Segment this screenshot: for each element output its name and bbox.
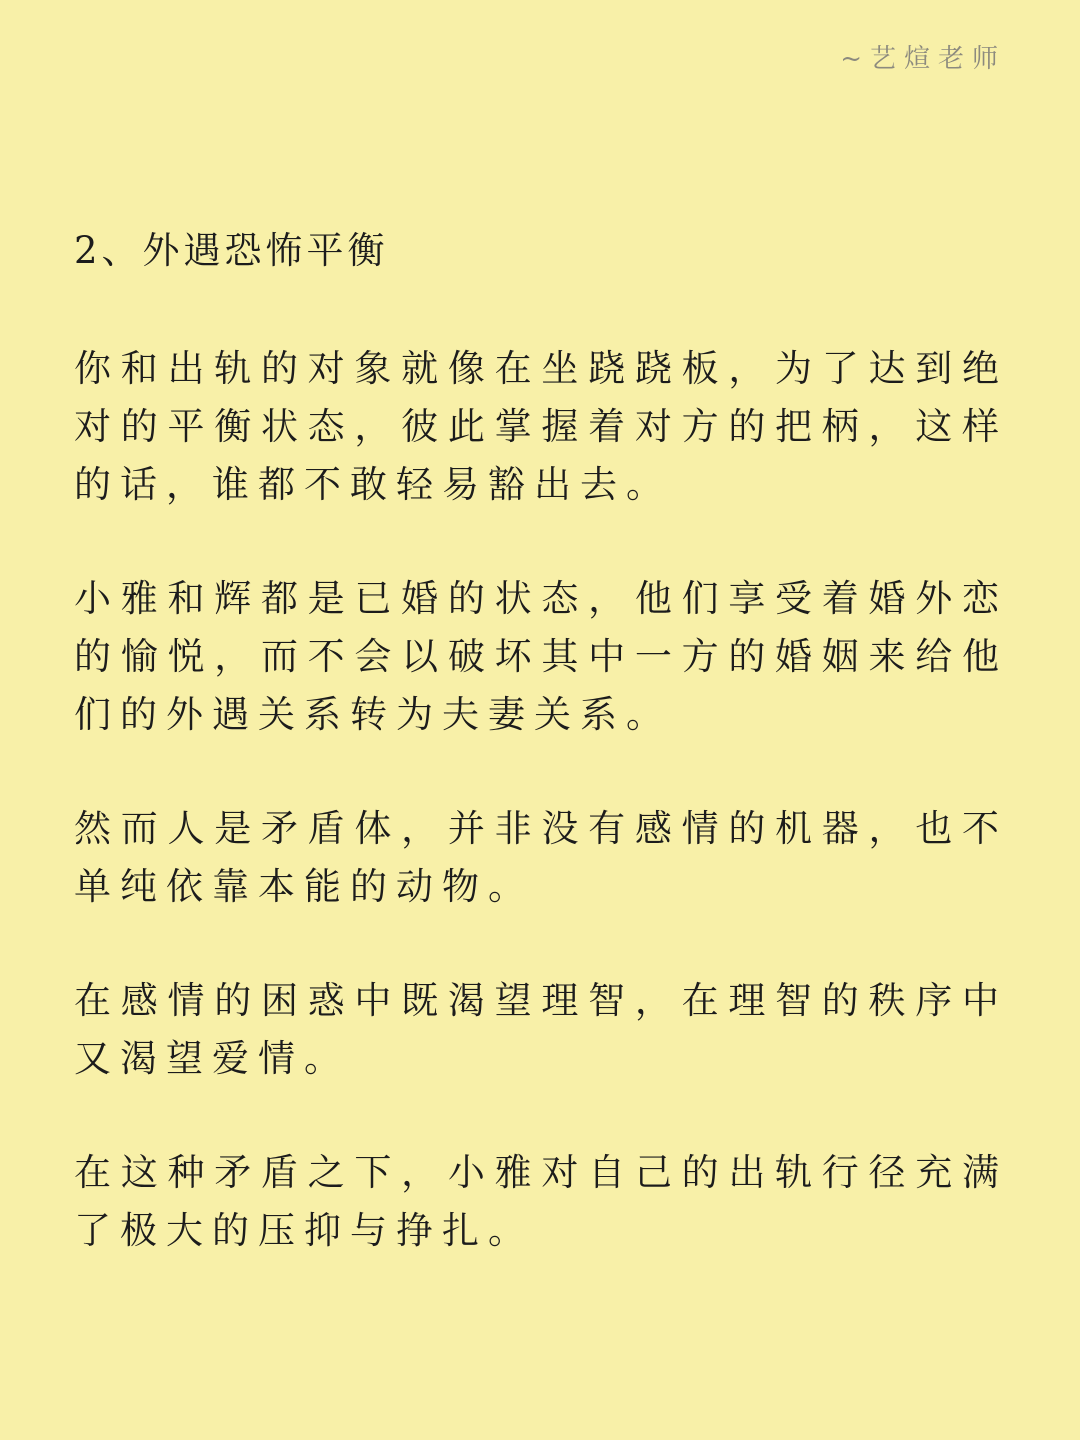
article-body bbox=[74, 222, 1008, 1316]
paragraph-1: 你和出轨的对象就像在坐跷跷板，为了达到绝对的平衡状态，彼此掌握着对方的把柄，这样的话，谁都不敢轻易豁出去。 bbox=[74, 347, 1008, 506]
paragraph-2: 小雅和辉都是已婚的状态，他们享受着婚外恋的愉悦，而不会以破坏其中一方的婚姻来给他们的外遇关系转为夫妻关系。 bbox=[74, 577, 1008, 736]
paragraph-3: 然而人是矛盾体，并非没有感情的机器，也不单纯依靠本能的动物。 bbox=[74, 807, 1008, 908]
author-signature: ~艺煊老师 bbox=[840, 44, 1006, 74]
paragraph-4: 在感情的困惑中既渴望理智，在理智的秩序中又渴望爱情。 bbox=[74, 979, 1008, 1080]
section-heading: 2、外遇恐怖平衡 bbox=[74, 229, 389, 272]
paragraph-5: 在这种矛盾之下，小雅对自己的出轨行径充满了极大的压抑与挣扎。 bbox=[74, 1151, 1008, 1252]
